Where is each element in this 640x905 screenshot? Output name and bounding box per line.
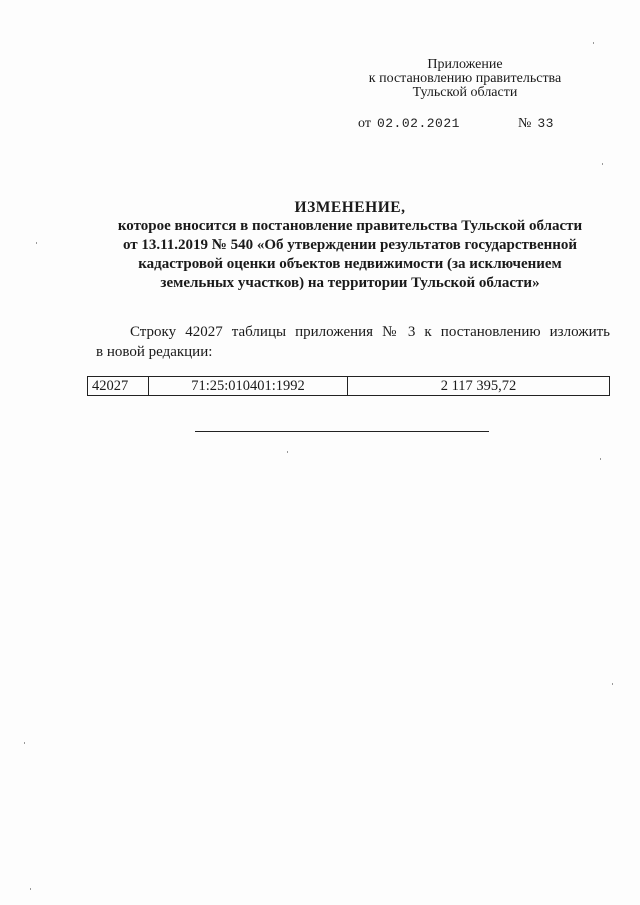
body-paragraph — [96, 322, 610, 362]
appendix-line-1: Приложение — [427, 57, 503, 72]
heading-line-3: кадастровой оценки объектов недвижимости (за исключением — [138, 256, 562, 272]
heading-title: ИЗМЕНЕНИЕ, — [294, 199, 406, 216]
heading-line-4: земельных участков) на территории Тульской области» — [160, 275, 540, 291]
heading-line-1: которое вносится в постановление правительства Тульской области — [117, 218, 583, 234]
table-cell-cadastral-value: 2 117 395,72 — [348, 377, 610, 396]
table-cell-row-number: 42027 — [88, 377, 149, 396]
body-line-1: Строку 42027 таблицы приложения № 3 к постановлению изложить — [130, 324, 610, 340]
body-line-2: в новой редакции: — [96, 344, 213, 360]
scan-speck — [600, 458, 601, 460]
scan-speck — [287, 451, 288, 453]
appendix-header — [340, 58, 590, 100]
table-cell-cadastral-number: 71:25:010401:1992 — [149, 377, 348, 396]
scan-speck — [36, 242, 37, 244]
document-heading — [60, 198, 640, 293]
number-value: 33 — [537, 116, 554, 131]
scan-speck — [612, 683, 613, 685]
heading-line-2: от 13.11.2019 № 540 «Об утверждении результатов государственной — [122, 237, 578, 253]
appendix-line-3: Тульской области — [412, 85, 518, 100]
scan-speck — [602, 163, 603, 165]
date-value: 02.02.2021 — [376, 116, 460, 131]
scan-speck — [30, 888, 31, 890]
document-dateline — [358, 116, 554, 132]
closing-rule — [195, 431, 489, 432]
number-label: № — [517, 116, 532, 131]
scan-speck — [24, 742, 25, 744]
amendment-table — [87, 376, 610, 396]
table-row — [88, 377, 610, 396]
appendix-line-2: к постановлению правительства — [368, 71, 562, 86]
scan-speck — [593, 42, 594, 44]
date-label: от — [358, 116, 371, 131]
